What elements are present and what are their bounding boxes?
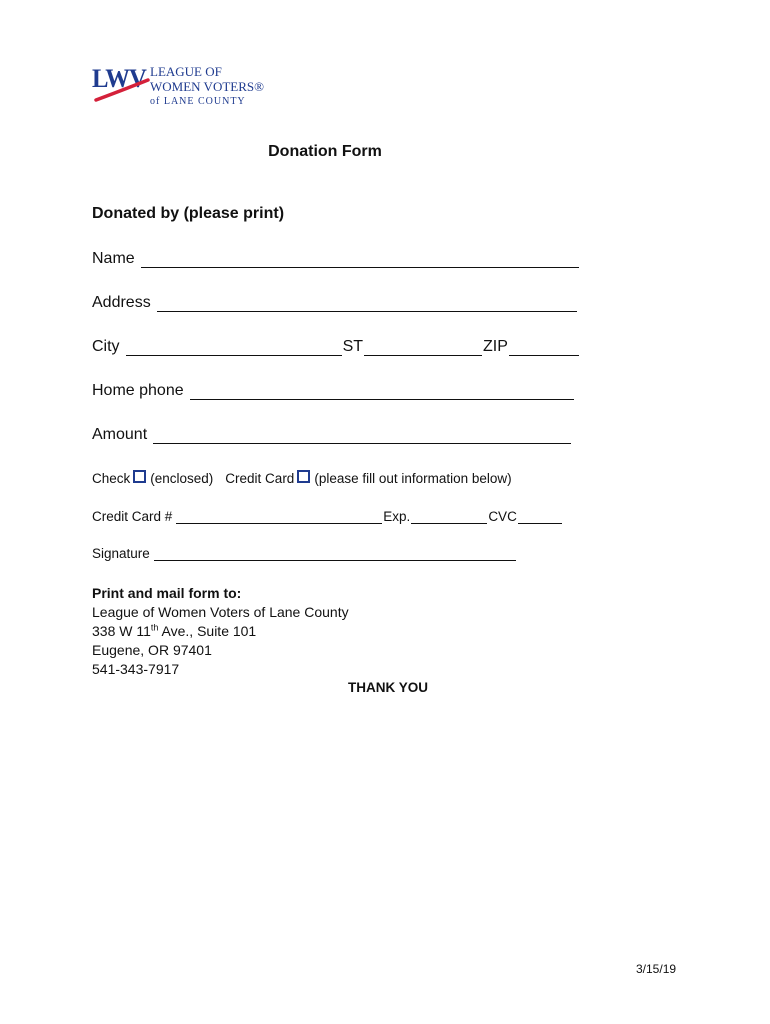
exp-label: Exp. bbox=[383, 509, 411, 524]
name-input-line[interactable] bbox=[141, 251, 579, 268]
state-input-line[interactable] bbox=[364, 339, 482, 356]
cvc-label: CVC bbox=[488, 509, 517, 524]
logo-lwv-text: LWV bbox=[92, 64, 146, 93]
credit-card-label: Credit Card bbox=[225, 471, 295, 486]
exp-input-line[interactable] bbox=[411, 510, 487, 524]
credit-card-checkbox[interactable] bbox=[297, 470, 310, 483]
cvc-input-line[interactable] bbox=[518, 510, 562, 524]
signature-input-line[interactable] bbox=[154, 547, 516, 561]
credit-card-row bbox=[92, 509, 563, 524]
amount-label: Amount bbox=[92, 426, 148, 443]
logo-text-line3: of LANE COUNTY bbox=[150, 96, 246, 107]
form-title-row bbox=[0, 143, 770, 161]
city-input-line[interactable] bbox=[126, 339, 342, 356]
cc-number-input-line[interactable] bbox=[176, 510, 382, 524]
city-row bbox=[92, 338, 580, 356]
phone-label: Home phone bbox=[92, 382, 184, 399]
name-row bbox=[92, 250, 580, 268]
check-note: (enclosed) bbox=[150, 471, 214, 486]
mail-phone: 541-343-7917 bbox=[92, 661, 180, 677]
credit-card-note: (please fill out information below) bbox=[314, 471, 512, 486]
mail-street-number: 338 W 11 bbox=[92, 623, 151, 639]
amount-input-line[interactable] bbox=[153, 427, 571, 444]
mail-org: League of Women Voters of Lane County bbox=[92, 604, 349, 620]
cc-number-label: Credit Card # bbox=[92, 509, 173, 524]
signature-label: Signature bbox=[92, 546, 150, 561]
thank-you: THANK YOU bbox=[348, 680, 429, 695]
state-label: ST bbox=[342, 338, 364, 355]
city-label: City bbox=[92, 338, 120, 355]
mailing-info bbox=[92, 584, 349, 679]
logo-text-line2: WOMEN VOTERS® bbox=[150, 79, 264, 94]
mail-street-rest: Ave., Suite 101 bbox=[158, 623, 257, 639]
lwv-logo bbox=[92, 64, 282, 114]
logo-text-line1: LEAGUE OF bbox=[150, 64, 222, 79]
donor-heading: Donated by (please print) bbox=[92, 205, 285, 222]
address-row bbox=[92, 294, 578, 312]
zip-input-line[interactable] bbox=[509, 339, 579, 356]
phone-input-line[interactable] bbox=[190, 383, 574, 400]
form-date: 3/15/19 bbox=[636, 962, 677, 976]
mail-city: Eugene, OR 97401 bbox=[92, 642, 212, 658]
signature-row bbox=[92, 546, 517, 561]
address-input-line[interactable] bbox=[157, 295, 577, 312]
check-checkbox[interactable] bbox=[133, 470, 146, 483]
mail-heading: Print and mail form to: bbox=[92, 585, 242, 601]
form-title: Donation Form bbox=[268, 143, 382, 160]
mail-street bbox=[92, 622, 349, 641]
amount-row bbox=[92, 426, 572, 444]
zip-label: ZIP bbox=[483, 338, 508, 355]
check-label: Check bbox=[92, 471, 131, 486]
address-label: Address bbox=[92, 294, 151, 311]
phone-row bbox=[92, 382, 575, 400]
name-label: Name bbox=[92, 250, 135, 267]
logo-swoosh-icon bbox=[94, 78, 150, 104]
mail-street-sup: th bbox=[150, 622, 159, 633]
lwv-logo-mark bbox=[92, 64, 148, 104]
payment-method-row bbox=[92, 471, 512, 486]
